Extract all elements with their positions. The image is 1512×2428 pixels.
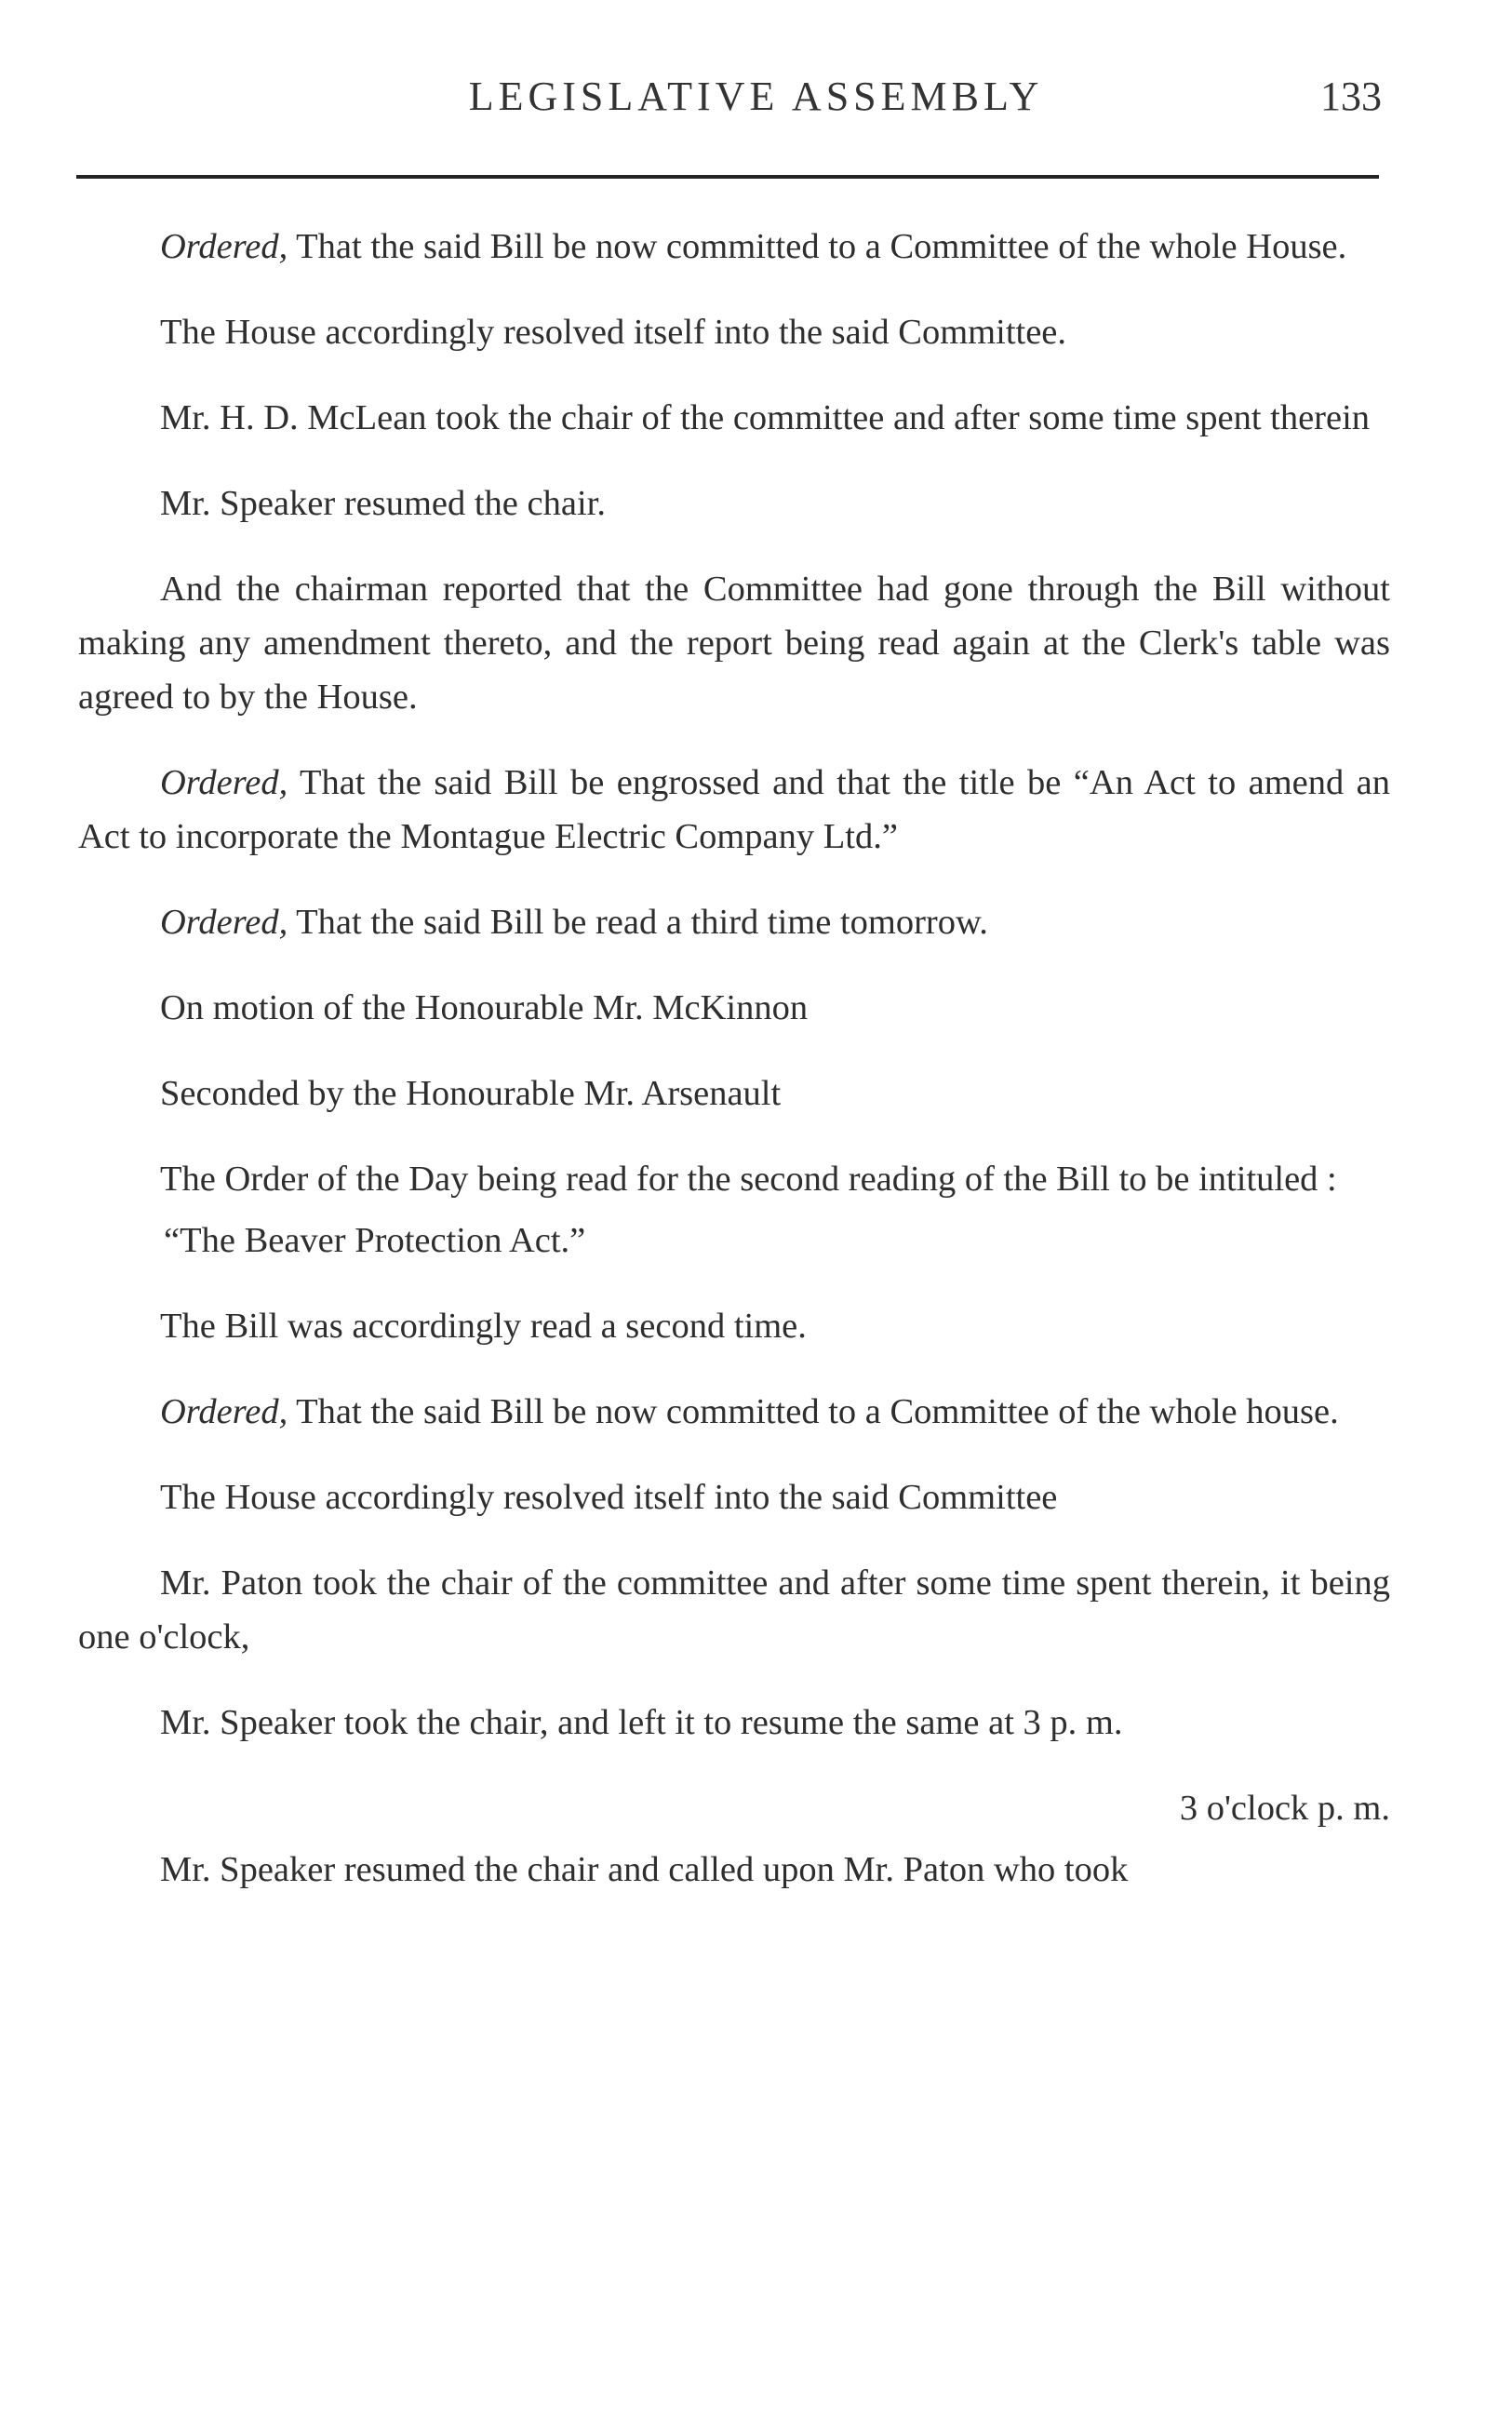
page-number: 133 xyxy=(1320,74,1382,119)
paragraph-text: Mr. Speaker resumed the chair. xyxy=(160,484,606,523)
paragraph-text: The Bill was accordingly read a second time. xyxy=(160,1307,807,1346)
paragraph-text: Mr. Speaker took the chair, and left it to resume the same at 3 p. m. xyxy=(160,1703,1123,1742)
paragraph-text: Mr. Speaker resumed the chair and called upon Mr. Paton who took xyxy=(160,1850,1129,1889)
paragraph-text: The House accordingly resolved itself into the said Committee xyxy=(160,1478,1058,1517)
paragraph-12 xyxy=(78,1299,1390,1353)
body-text xyxy=(78,220,1390,1928)
paragraph-2 xyxy=(78,305,1390,359)
paragraph-7 xyxy=(78,895,1390,949)
paragraph-text: That the said Bill be read a third time tomorrow. xyxy=(288,903,988,942)
paragraph-4 xyxy=(78,476,1390,530)
paragraph-text: That the said Bill be now committed to a Committee of the whole House. xyxy=(288,227,1347,266)
paragraph-lead: Ordered, xyxy=(160,1392,288,1431)
paragraph-text: That the said Bill be engrossed and that the title be “An Act to amend an Act to incorporate the Montague Electric Company Ltd.” xyxy=(78,763,1390,856)
paragraph-text: 3 o'clock p. m. xyxy=(1179,1789,1390,1828)
paragraph-10 xyxy=(78,1152,1390,1206)
paragraph-text: Seconded by the Honourable Mr. Arsenault xyxy=(160,1074,782,1113)
paragraph-14 xyxy=(78,1470,1390,1524)
paragraph-lead: Ordered, xyxy=(160,227,288,266)
paragraph-1 xyxy=(78,220,1390,274)
paragraph-text: The House accordingly resolved itself into the said Committee. xyxy=(160,313,1067,352)
paragraph-8 xyxy=(78,981,1390,1035)
paragraph-lead: Ordered, xyxy=(160,903,288,942)
running-title: LEGISLATIVE ASSEMBLY xyxy=(468,74,1044,119)
paragraph-text: And the chairman reported that the Committee had gone through the Bill without making any amendment thereto, and the report being read again at the Clerk's table was agreed to by the House. xyxy=(78,570,1390,717)
paragraph-text: That the said Bill be now committed to a Committee of the whole house. xyxy=(288,1392,1339,1431)
paragraph-13 xyxy=(78,1385,1390,1439)
paragraph-18 xyxy=(78,1843,1390,1897)
bill-title xyxy=(78,1214,1390,1268)
paragraph-5 xyxy=(78,562,1390,724)
paragraph-6 xyxy=(78,756,1390,864)
paragraph-text: Mr. Paton took the chair of the committee and after some time spent therein, it being one o'clock, xyxy=(78,1563,1390,1657)
time-note xyxy=(78,1781,1390,1835)
header-rule xyxy=(76,175,1379,179)
paragraph-lead: Ordered, xyxy=(160,763,288,802)
paragraph-16 xyxy=(78,1696,1390,1750)
paragraph-9 xyxy=(78,1066,1390,1120)
paragraph-text: The Order of the Day being read for the second reading of the Bill to be intituled : xyxy=(160,1160,1337,1199)
page-header xyxy=(0,0,1512,186)
paragraph-text: “The Beaver Protection Act.” xyxy=(164,1221,586,1260)
paragraph-text: Mr. H. D. McLean took the chair of the committee and after some time spent therein xyxy=(160,398,1371,437)
paragraph-15 xyxy=(78,1556,1390,1664)
paragraph-text: On motion of the Honourable Mr. McKinnon xyxy=(160,988,809,1027)
paragraph-3 xyxy=(78,391,1390,445)
